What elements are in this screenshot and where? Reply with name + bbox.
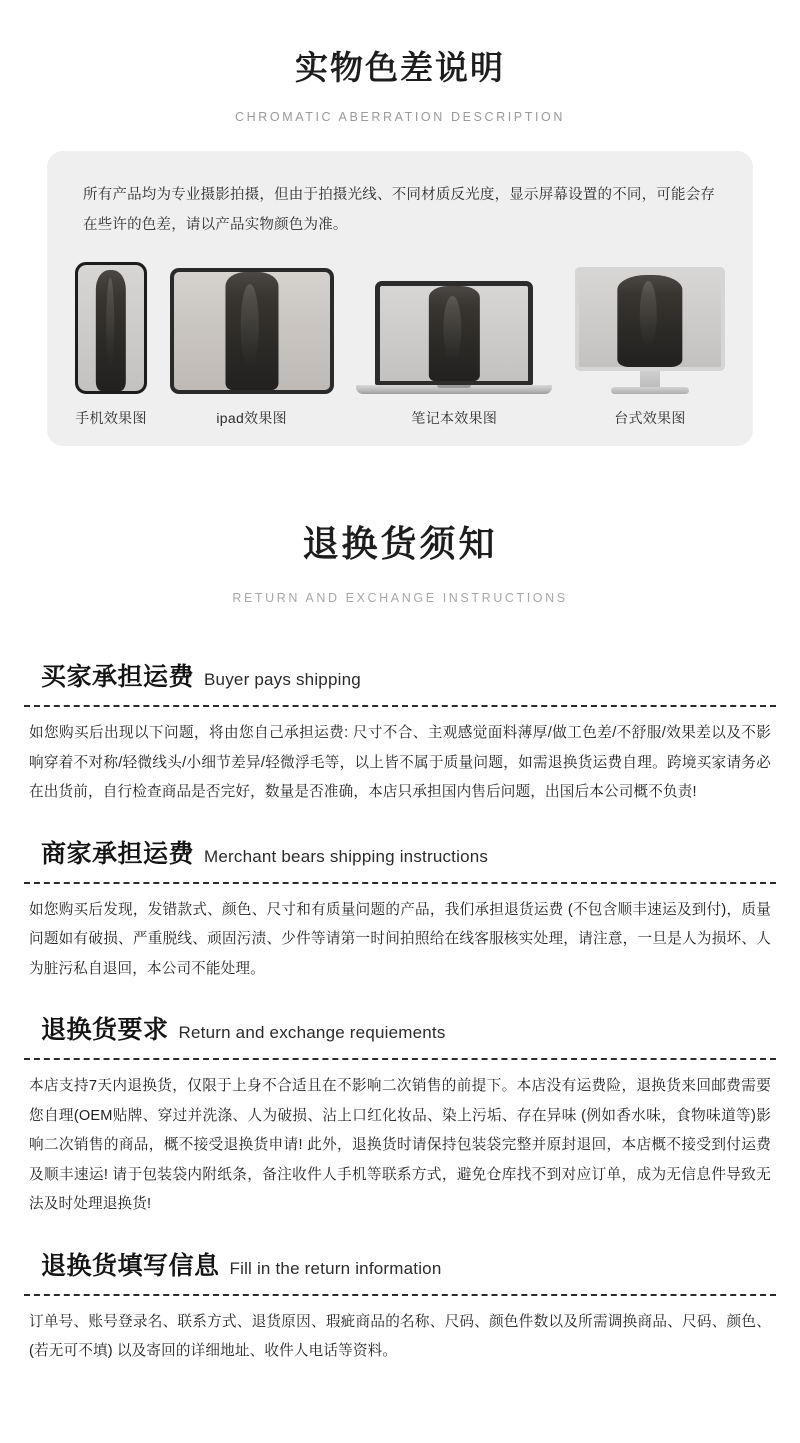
- block-heading: [24, 834, 776, 870]
- desktop-stand-foot: [611, 387, 689, 394]
- returns-block-fill-information: [24, 1246, 776, 1367]
- block-heading-cn: 买家承担运费: [41, 663, 195, 692]
- aberration-title-en: CHROMATIC ABERRATION DESCRIPTION: [235, 109, 565, 124]
- block-heading-en: Fill in the return information: [229, 1258, 442, 1278]
- desktop-monitor-icon: [575, 267, 725, 371]
- device-caption-desktop: 台式效果图: [614, 410, 686, 427]
- tablet-icon: [170, 268, 334, 394]
- aberration-panel: [47, 151, 753, 446]
- block-body: 订单号、账号登录名、联系方式、退货原因、瑕疵商品的名称、尺码、颜色件数以及所需调换商品、尺码、颜色、(若无可不填) 以及寄回的详细地址、收件人电话等资料。: [29, 1313, 771, 1359]
- laptop-base: [356, 385, 552, 394]
- returns-block-buyer-shipping: [24, 657, 776, 807]
- returns-title-en: RETURN AND EXCHANGE INSTRUCTIONS: [232, 591, 568, 606]
- returns-block-merchant-shipping: [24, 834, 776, 984]
- phone-icon: [75, 262, 147, 394]
- block-heading: [24, 657, 776, 693]
- block-body: 如您购买后发现，发错款式、颜色、尺寸和有质量问题的产品，我们承担退货运费 (不包含顺丰速运及到付)，质量问题如有破损、严重脱线、顽固污渍、少件等请第一时间拍照给在线客服核实处理，请注意，一旦是人为损坏、人为脏污私自退回，本公司不能处理。: [29, 901, 771, 977]
- laptop-icon: [375, 281, 533, 385]
- device-caption-ipad: ipad效果图: [216, 410, 287, 427]
- device-preview-ipad: [170, 268, 334, 428]
- block-heading: [24, 1246, 776, 1282]
- device-preview-laptop: [356, 281, 552, 428]
- block-heading-en: Merchant bears shipping instructions: [204, 846, 489, 866]
- block-heading-cn: 退换货填写信息: [41, 1251, 220, 1280]
- block-heading-en: Return and exchange requiements: [178, 1023, 446, 1043]
- aberration-note: 所有产品均为专业摄影拍摄，但由于拍摄光线、不同材质反光度，显示屏幕设置的不同，可能会存在些许的色差，请以产品实物颜色为准。: [83, 186, 716, 233]
- device-caption-laptop: 笔记本效果图: [411, 410, 498, 427]
- divider-dashed: [24, 882, 776, 884]
- returns-block-requirements: [24, 1010, 776, 1219]
- device-caption-phone: 手机效果图: [75, 410, 147, 427]
- block-heading-cn: 商家承担运费: [41, 839, 195, 868]
- returns-title-cn: 退换货须知: [302, 523, 498, 565]
- block-heading-cn: 退换货要求: [41, 1016, 169, 1045]
- aberration-title-cn: 实物色差说明: [295, 49, 505, 87]
- device-preview-row: [75, 262, 725, 428]
- return-exchange-section: [0, 516, 800, 1366]
- block-heading: [24, 1010, 776, 1046]
- block-heading-en: Buyer pays shipping: [204, 670, 361, 690]
- block-body: 如您购买后出现以下问题，将由您自己承担运费: 尺寸不合、主观感觉面料薄厚/做工色差/不舒服/效果差以及不影响穿着不对称/轻微线头/小细节差异/轻微浮毛等，以上皆不属于质量问题，如需退换货运费自理。跨境买家请务必在出货前，自行检查商品是否完好，数量是否准确，本店只承担国内售后问题，出国后本公司概不负责!: [29, 725, 771, 801]
- divider-dashed: [24, 705, 776, 707]
- divider-dashed: [24, 1058, 776, 1060]
- device-preview-desktop: [575, 267, 725, 428]
- divider-dashed: [24, 1294, 776, 1296]
- chromatic-aberration-section: [0, 0, 800, 446]
- desktop-stand-neck: [640, 371, 660, 387]
- device-preview-phone: [75, 262, 147, 428]
- block-body: 本店支持7天内退换货，仅限于上身不合适且在不影响二次销售的前提下。本店没有运费险，退换货来回邮费需要您自理(OEM贴牌、穿过并洗涤、人为破损、沾上口红化妆品、染上污垢、存在异味 (例如香水味，食物味道等)影响二次销售的商品，概不接受退换货申请! 此外，退换货时请保持包装袋完整并原封退回，本店概不接受到付运费及顺丰速运! 请于包装袋内附纸条，备注收件人手机等联系方式，避免仓库找不到对应订单，成为无信息件导致无法及时处理退换货!: [29, 1078, 771, 1213]
